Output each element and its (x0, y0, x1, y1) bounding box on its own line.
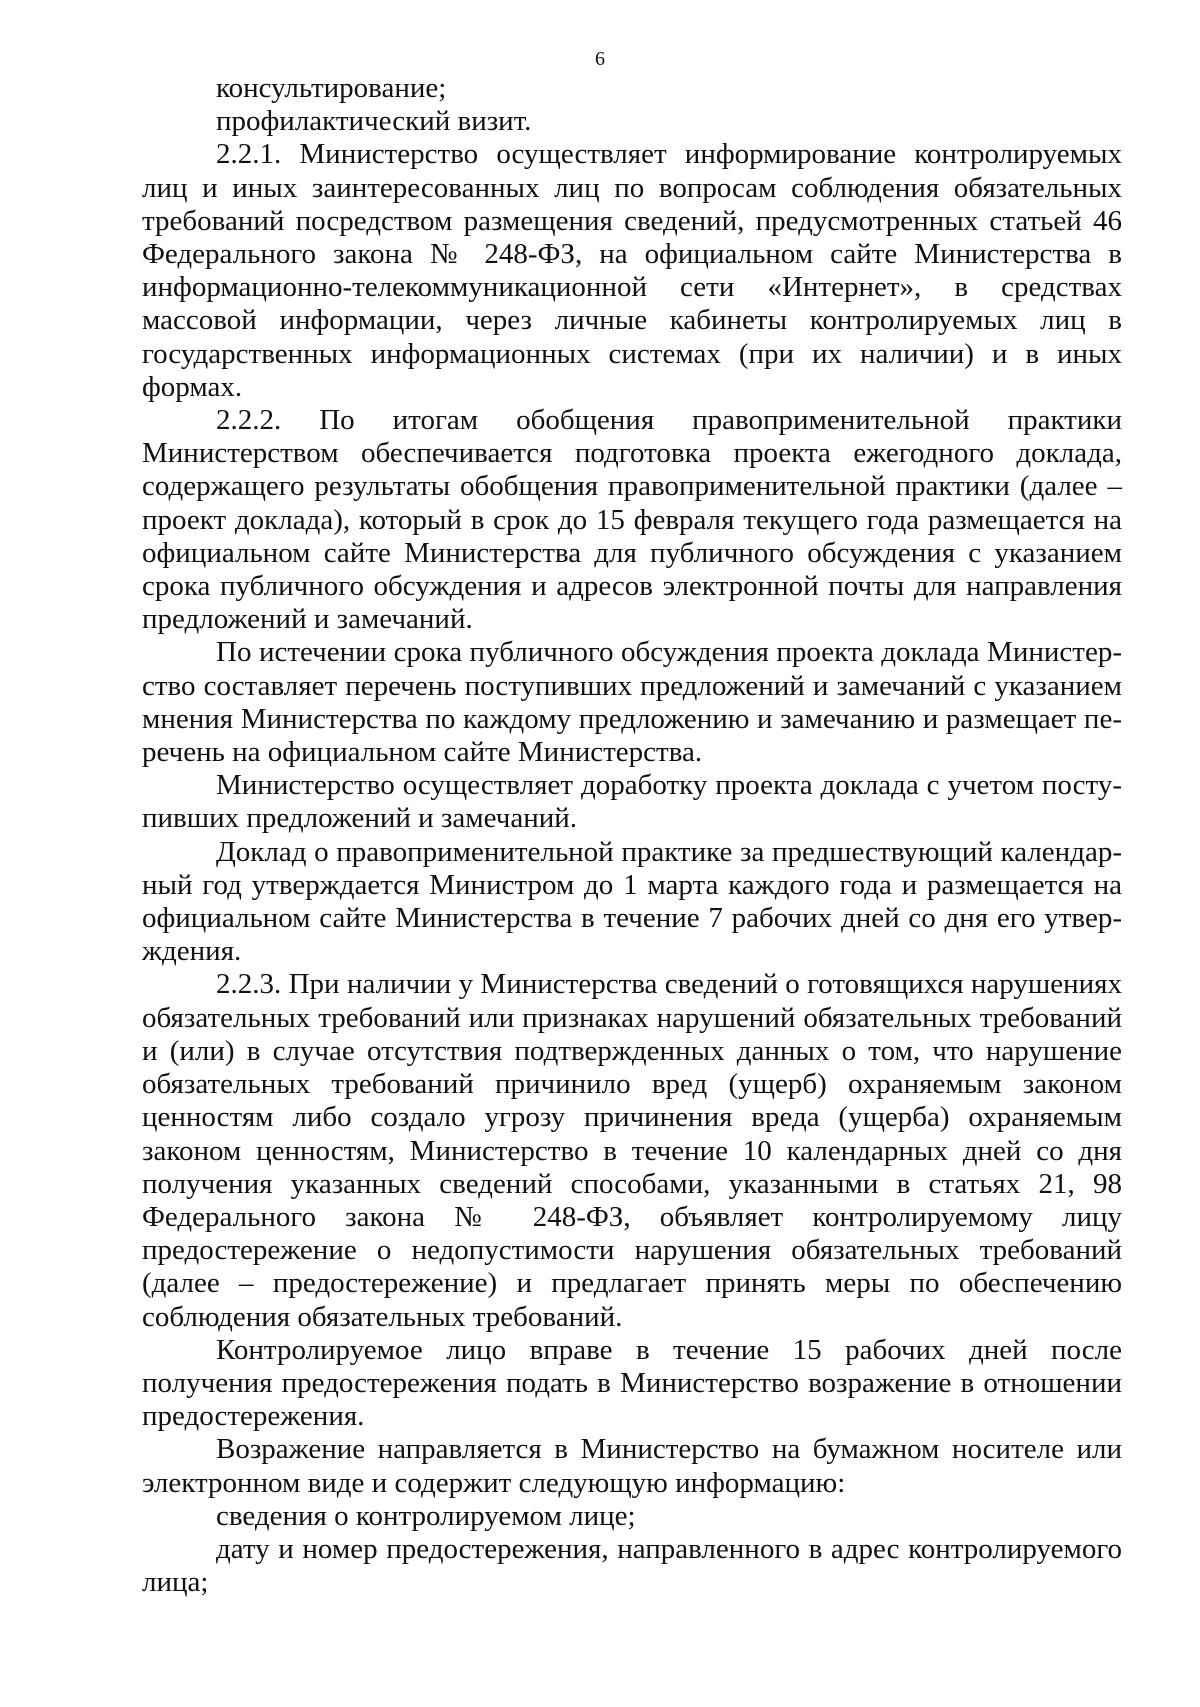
paragraph-consulting: консультирование; (216, 72, 447, 104)
paragraph-objection-content: Возражение направляется в Министерство на бумажном носителе или электронном виде и содержит следующую информацию: (142, 1433, 1122, 1499)
paragraph-2-2-1: 2.2.1. Министерство осуществляет информирование контролируемых лиц и иных заинтересованных лиц по вопросам соблюдения обязательных требований посредством размещения сведений, предусмотренных статьей 46 Федерального закона № 248-ФЗ, на официальном сайте Министерства в информационно-телекоммуникационной сети «Интернет», в средствах массовой информации, через личные кабинеты контролируемых лиц в государственных информационных системах (при их наличии) и в иных формах. (142, 138, 1122, 403)
paragraph-report-revision: Министерство осуществляет доработку проекта доклада с учетом поступивших предложений и замечаний. (142, 769, 1122, 835)
list-item-warning-date-number: дату и номер предостережения, направленного в адрес контролируемого лица; (142, 1532, 1122, 1599)
list-item-controlled-person-info: сведения о контролируемом лице; (216, 1499, 636, 1532)
paragraph-2-2-2: 2.2.2. По итогам обобщения правоприменительной практики Министерством обеспечивается подготовка проекта ежегодного доклада, содержащего результаты обобщения правоприменительной практики (далее – проект доклада), который в срок до 15 февраля текущего года размещается на официальном сайте Министерства для публичного обсуждения с указанием срока публичного обсуждения и адресов электронной почты для направления предложений и замечаний. (142, 404, 1122, 636)
paragraph-2-2-3: 2.2.3. При наличии у Министерства сведений о готовящихся нарушениях обязательных требований или признаках нарушений обязательных требований и (или) в случае отсутствия подтвержденных данных о том, что нарушение обязательных требований причинило вред (ущерб) охраняемым законом ценностям либо создало угрозу причинения вреда (ущерба) охраняемым законом ценностям, Министерство в течение 10 календарных дней со дня получения указанных сведений способами, указанными в статьях 21, 98 Федерального закона № 248-ФЗ, объявляет контролируемому лицу предостережение о недопустимости нарушения обязательных требований (далее – предостережение) и предлагает принять меры по обеспечению соблюдения обязательных требований. (142, 968, 1122, 1333)
page-number: 6 (595, 48, 605, 70)
paragraph-public-discussion: По истечении срока публичного обсуждения проекта доклада Министерство составляет перечень поступивших предложений и замечаний с указанием мнения Министерства по каждому предложению и замечанию и размещает перечень на официальном сайте Министерства. (142, 636, 1122, 769)
paragraph-preventive-visit: профилактический визит. (216, 105, 532, 138)
paragraph-report-approval: Доклад о правоприменительной практике за предшествующий календарный год утверждается Министром до 1 марта каждого года и размещается на официальном сайте Министерства в течение 7 рабочих дней со дня его утверждения. (142, 835, 1122, 968)
document-body (142, 72, 1122, 1599)
paragraph-objection-right: Контролируемое лицо вправе в течение 15 рабочих дней после получения предостережения подать в Министерство возражение в отношении предостережения. (142, 1333, 1122, 1433)
